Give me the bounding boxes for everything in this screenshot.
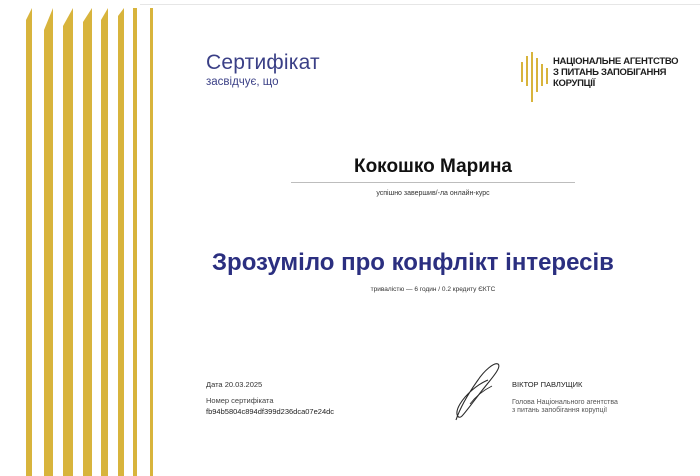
signatory-title-line-1: Голова Національного агентства	[512, 399, 618, 406]
agency-emblem-icon	[519, 52, 551, 102]
top-divider	[140, 4, 700, 5]
gold-stripes-decoration	[0, 0, 170, 476]
course-duration: тривалістю — 6 годин / 0.2 кредиту ЄКТС	[370, 286, 496, 293]
logo-line-2: З ПИТАНЬ ЗАПОБІГАННЯ	[553, 67, 667, 78]
certificate-title: Сертифікат	[206, 51, 320, 74]
agency-logo-text	[553, 56, 700, 89]
certificate-number: fb94b5804c894df399d236dca07e24dc	[206, 407, 335, 416]
completed-text: успішно завершив/-ла онлайн-курс	[376, 190, 490, 197]
signatory-title-line-2: з питань запобігання корупції	[512, 407, 608, 414]
issue-date: Дата 20.03.2025	[206, 380, 263, 389]
recipient-name: Кокошко Марина	[353, 156, 512, 177]
title-block	[206, 52, 320, 88]
signatory-title	[512, 399, 662, 415]
logo-line-3: КОРУПЦІЇ	[553, 78, 595, 89]
signatory-name: ВІКТОР ПАВЛУЩИК	[512, 380, 583, 389]
logo-line-1: НАЦІОНАЛЬНЕ АГЕНТСТВО	[553, 56, 679, 67]
certificate-number-label: Номер сертифіката	[206, 396, 274, 405]
certificate-subtitle: засвідчує, що	[206, 76, 279, 88]
name-underline	[291, 182, 575, 183]
signature-icon	[448, 360, 504, 422]
agency-logo	[519, 52, 700, 102]
course-title: Зрозуміло про конфлікт інтересів	[212, 249, 614, 276]
